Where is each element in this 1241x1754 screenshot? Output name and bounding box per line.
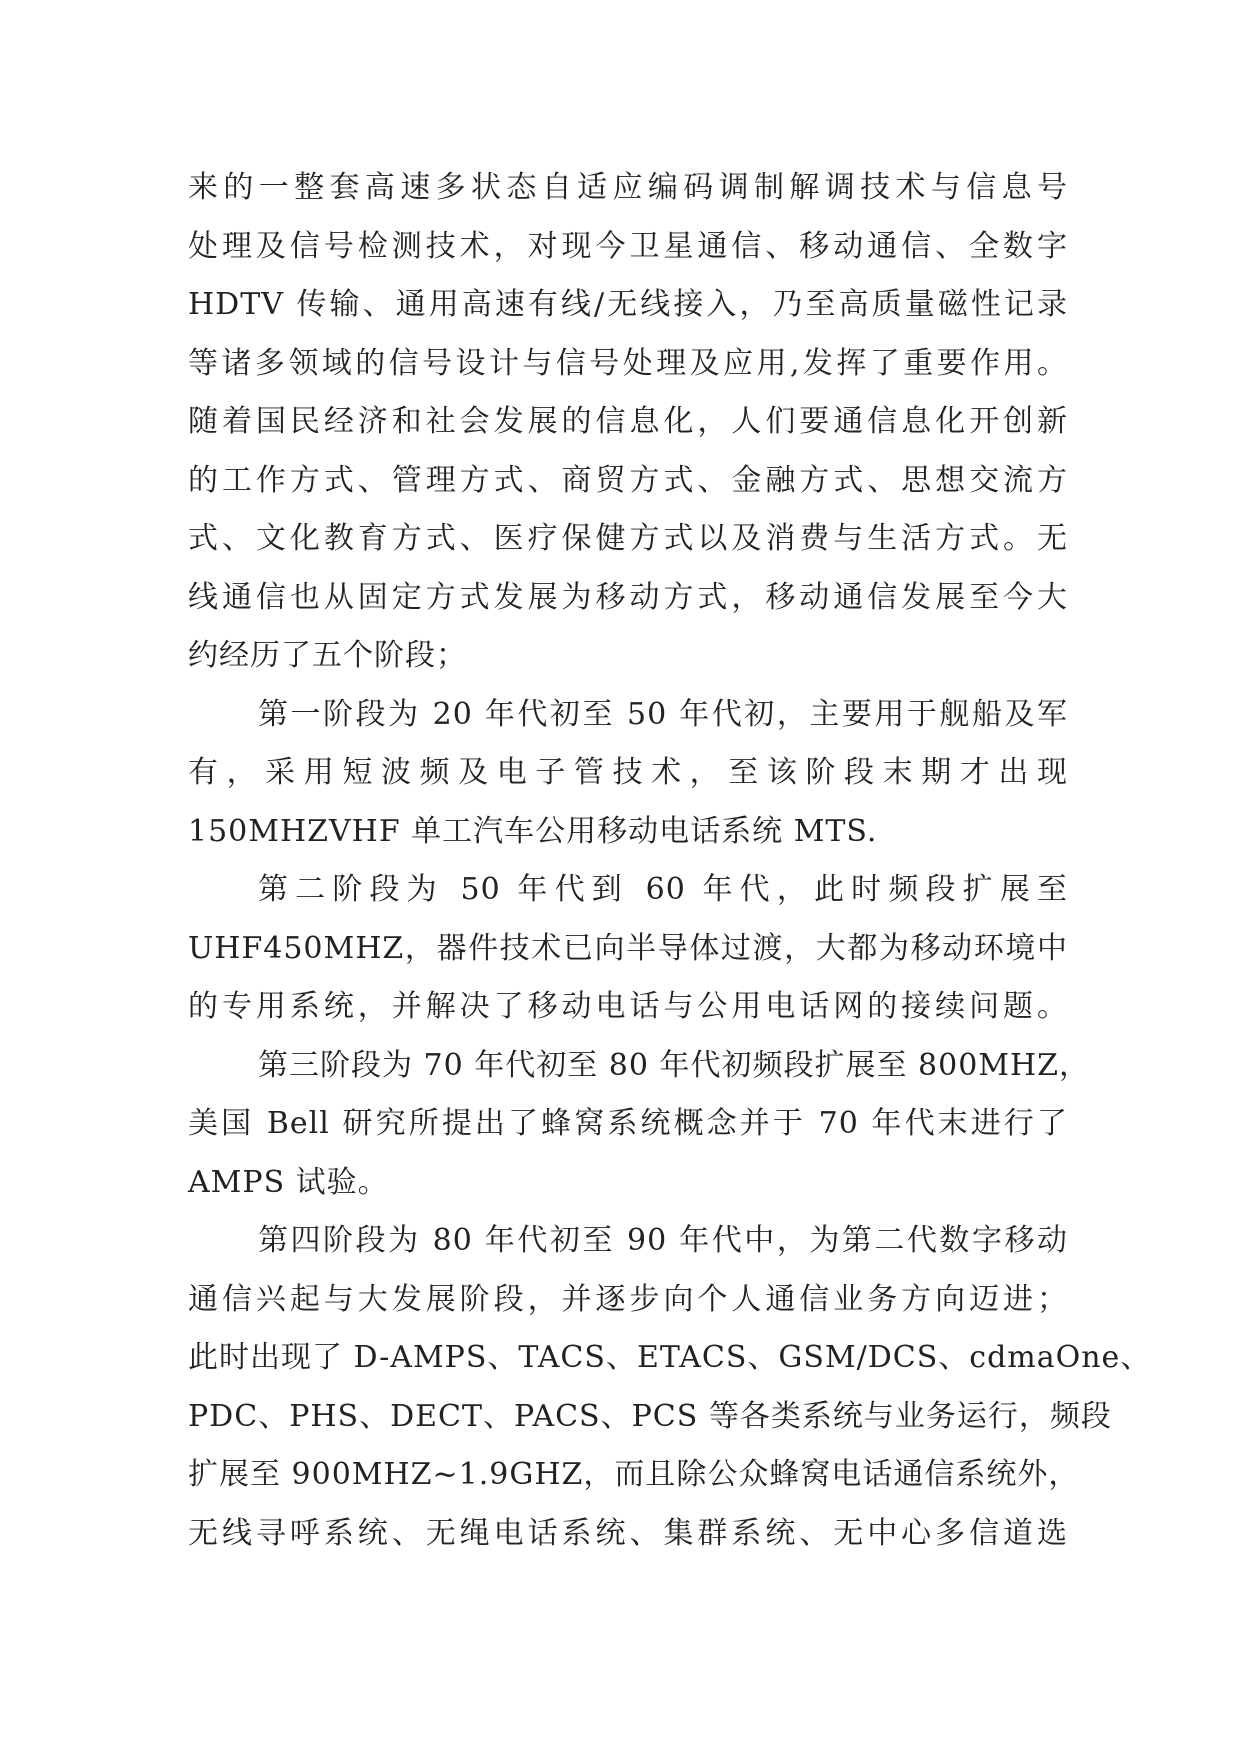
text-line: 等诸多领域的信号设计与信号处理及应用,发挥了重要作用。: [188, 345, 1068, 381]
text-line: PDC、PHS、DECT、PACS、PCS 等各类系统与业务运行，频段: [188, 1398, 1112, 1434]
text-line: 此时出现了 D-AMPS、TACS、ETACS、GSM/DCS、cdmaOne、: [188, 1340, 1152, 1375]
text-line: 有，采用短波频及电子管技术，至该阶段末期才出现: [188, 755, 1068, 790]
text-line: 第二阶段为 50 年代到 60 年代，此时频段扩展至: [258, 872, 1068, 907]
text-line: 第四阶段为 80 年代初至 90 年代中，为第二代数字移动: [258, 1223, 1068, 1258]
text-line: 线通信也从固定方式发展为移动方式，移动通信发展至今大: [188, 579, 1068, 615]
text-line: 约经历了五个阶段；: [188, 638, 467, 673]
text-line: 来的一整套高速多状态自适应编码调制解调技术与信息号: [188, 170, 1068, 205]
text-line: 式、文化教育方式、医疗保健方式以及消费与生活方式。无: [188, 521, 1068, 556]
body-text: [188, 159, 1152, 1563]
text-line: AMPS 试验。: [188, 1164, 389, 1200]
text-line: 通信兴起与大发展阶段，并逐步向个人通信业务方向迈进；: [188, 1281, 1068, 1317]
text-line: 扩展至 900MHZ~1.9GHZ，而且除公众蜂窝电话通信系统外，: [188, 1457, 1080, 1492]
text-line: 无线寻呼系统、无绳电话系统、集群系统、无中心多信道选: [188, 1515, 1068, 1551]
text-line: 150MHZVHF 单工汽车公用移动电话系统 MTS.: [188, 813, 878, 849]
text-line: 处理及信号检测技术，对现今卫星通信、移动通信、全数字: [188, 228, 1068, 264]
text-line: 的专用系统，并解决了移动电话与公用电话网的接续问题。: [188, 989, 1068, 1024]
text-line: HDTV 传输、通用高速有线/无线接入，乃至高质量磁性记录: [188, 287, 1068, 322]
text-line: 随着国民经济和社会发展的信息化，人们要通信息化开创新: [188, 404, 1068, 439]
text-line: 第三阶段为 70 年代初至 80 年代初频段扩展至 800MHZ，: [258, 1047, 1091, 1083]
text-line: UHF450MHZ，器件技术已向半导体过渡，大都为移动环境中: [188, 930, 1068, 966]
text-line: 的工作方式、管理方式、商贸方式、金融方式、思想交流方: [188, 462, 1068, 498]
text-line: 第一阶段为 20 年代初至 50 年代初，主要用于舰船及军: [258, 696, 1068, 732]
text-line: 美国 Bell 研究所提出了蜂窝系统概念并于 70 年代末进行了: [188, 1106, 1068, 1141]
